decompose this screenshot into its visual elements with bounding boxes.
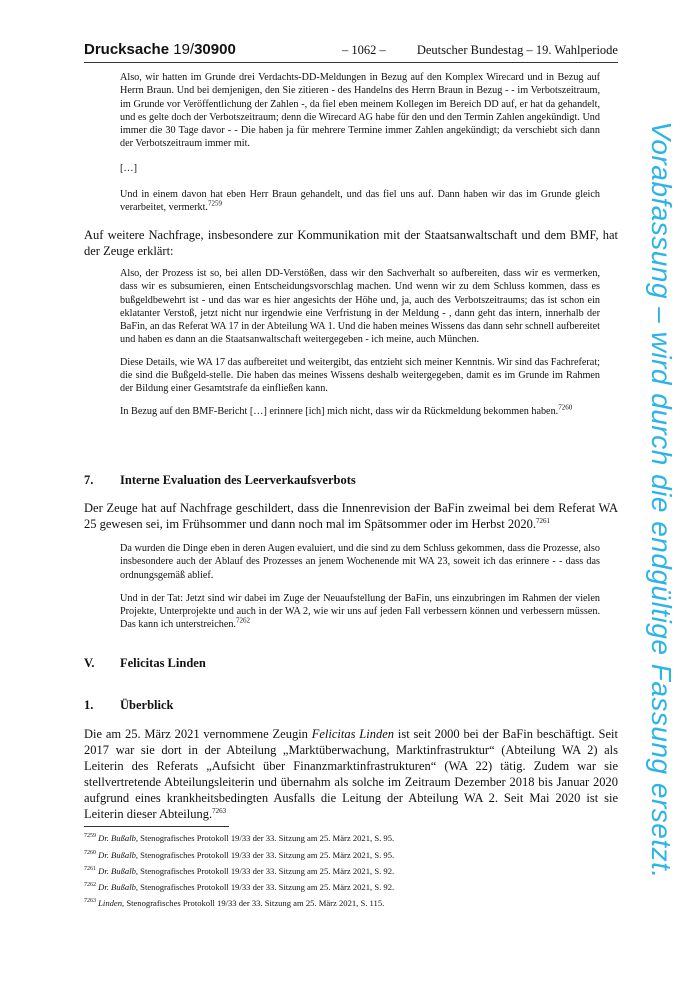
page-number: – 1062 – <box>342 43 386 57</box>
body-paragraph-1: Auf weitere Nachfrage, insbesondere zur Kommunikation mit der Staatsanwaltschaft und dem BMF, hat der Zeuge erklärt: <box>84 228 618 258</box>
footnote-text: , Stenografisches Protokoll 19/33 der 33. Sitzung am 25. März 2021, S. 95. <box>135 850 395 860</box>
section-7-title: Interne Evaluation des Leerverkaufsverbots <box>120 473 356 487</box>
section-1-number: 1. <box>84 698 94 712</box>
footnote-author: Dr. Bußalb <box>98 882 136 892</box>
quote-1-paragraph-1: Also, wir hatten im Grunde drei Verdachts-DD-Meldungen in Bezug auf den Komplex Wirecard und in Bezug auf Herrn Braun. Und bei demjenigen, den Sie zitieren - des Handelns des Herrn Braun in Bezug - - im Verbotszeitraum, im Grunde vor Veröffentlichung der Zahlen -, da fiel eben meinem Kollegen im Bereich DD auf, er hat da gehandelt, und es gelte doch der Verbotszeitraum; denn die Wirecard AG habe für den und den Termin Zahlen angekündigt. Und immer die 30 Tage davor - - Die haben ja für mehrere Termine immer Zahlen angekündigt; da verschiebt sich dann der Verbotszeitraum immer mit. <box>120 72 600 150</box>
quote-3-paragraph-2-text: Und in der Tat: Jetzt sind wir dabei im Zuge der Neuaufstellung der BaFin, uns einzubringen im Rahmen der vielen Projekte, Unterprojekte und auch in der WA 2, wie wir uns auf jeden Fall verbessern können und verbessern müssen. Das kann ich unterstreichen. <box>120 592 600 631</box>
parliament-title: Deutscher Bundestag – 19. Wahlperiode <box>416 43 618 57</box>
section-heading-7 <box>84 473 356 488</box>
section-v-number: V. <box>84 656 95 670</box>
footnote-author: Dr. Bußalb <box>98 850 136 860</box>
footnote-author: Dr. Bußalb <box>98 833 136 843</box>
footnote-text: , Stenografisches Protokoll 19/33 der 33. Sitzung am 25. März 2021, S. 92. <box>135 882 395 892</box>
footnote-author: Dr. Bußalb <box>98 866 136 876</box>
section-7-number: 7. <box>84 473 94 487</box>
body-paragraph-3-rest: ist seit 2000 bei der BaFin beschäftigt. Seit 2017 war sie dort in der Abteilung „Marktüberwachung, Marktinfrastruktur“ (Abteilung WA 2) als Leiterin des Referats „Aufsicht über Finanzmarktinfrastrukturen“ (WA 22) tätig. Zudem war sie stellvertretende Abteilungsleiterin und übernahm als solche im Zeitraum Dezember 2018 bis Januar 2020 aufgrund eines krankheitsbedingten Ausfalls die Leitung der Abteilung WA 2. Seit Mai 2020 ist sie Leiterin dieser Abteilung. <box>84 727 619 821</box>
section-heading-1 <box>84 698 173 713</box>
footnote-ref-7263[interactable]: 7263 <box>212 806 227 815</box>
quote-2-paragraph-2: Diese Details, wie WA 17 das aufbereitet und weitergibt, das entzieht sich meiner Kenntnis. Wir sind das Fachreferat; die sind die Bußgeld-stelle. Die haben das meines Wissens deshalb weitergegeben, damit es im Grunde im Rahmen der Bildung einer Gesamtstrafe da einfließen kann. <box>120 356 600 395</box>
footnote-number: 7260 <box>84 850 96 857</box>
footnote-ref-7260[interactable]: 7260 <box>558 403 573 412</box>
footnote-number: 7262 <box>84 882 96 889</box>
quote-2-paragraph-1: Also, der Prozess ist so, bei allen DD-Verstößen, dass wir den Sachverhalt so aufbereiten, dass wir es vermerken, dass wir es subsumieren, einen Entscheidungsvorschlag machen. Und wenn wir zu dem Schluss kommen, dass es bußgeldbewehrt ist - und das war es hier angesichts der Höhe und, ja, auch des Verbotszeitraums; das ist schon ein eklatanter Verstoß, jetzt nicht nur irgendwie eine Verfristung in der Meldung - , dann geht das intern, innerhalb der BaFin, an das Referat WA 17 in der Abteilung WA 1. Und die haben meines Wissens das dann sehr schnell aufbereitet und haben es dann an die Staatsanwaltschaft weitergegeben - ich meine, auch München. <box>120 268 600 346</box>
footnote-ref-7259[interactable]: 7259 <box>207 199 222 208</box>
doc-session: 19/ <box>173 41 195 58</box>
page-header <box>84 40 618 63</box>
quote-2-paragraph-3-text: In Bezug auf den BMF-Bericht […] erinnere [ich] mich nicht, dass wir da Rückmeldung bekommen haben. <box>120 405 559 417</box>
footnote-7262 <box>84 882 394 893</box>
section-1-title: Überblick <box>120 698 174 712</box>
footnote-number: 7261 <box>84 866 96 873</box>
witness-name: Felicitas Linden <box>311 727 395 741</box>
quote-3-paragraph-2 <box>120 592 600 632</box>
footnote-7259 <box>84 833 394 844</box>
section-heading-v <box>84 656 206 671</box>
body-paragraph-2 <box>84 500 618 532</box>
footnote-text: , Stenografisches Protokoll 19/33 der 33. Sitzung am 25. März 2021, S. 92. <box>135 866 395 876</box>
body-paragraph-3 <box>84 726 618 822</box>
footnote-number: 7263 <box>84 898 96 905</box>
footnote-ref-7262[interactable]: 7262 <box>235 617 250 626</box>
footnote-text: , Stenografisches Protokoll 19/33 der 33. Sitzung am 25. März 2021, S. 95. <box>135 833 395 843</box>
doc-number-bold: 30900 <box>194 41 236 58</box>
footnote-text: , Stenografisches Protokoll 19/33 der 33. Sitzung am 25. März 2021, S. 115. <box>122 898 385 908</box>
section-v-title: Felicitas Linden <box>120 656 206 670</box>
quote-2-paragraph-3 <box>120 405 600 418</box>
footnote-7263 <box>84 898 384 909</box>
body-paragraph-2-text: Der Zeuge hat auf Nachfrage geschildert, dass die Innenrevision der BaFin zweimal bei dem Referat WA 25 gewesen sei, im Frühsommer und dann noch mal im Spätsommer oder im Herbst 2020. <box>84 501 618 531</box>
quote-1-paragraph-3-text: Und in einem davon hat eben Herr Braun gehandelt, und das fiel uns auf. Dann haben wir das im Grunde gleich verarbeitet, vermerkt. <box>120 189 600 214</box>
footnote-author: Linden <box>98 898 123 908</box>
quote-block-1 <box>120 71 600 215</box>
body-paragraph-3-lead: Die am 25. März 2021 vernommene Zeugin <box>84 727 312 741</box>
quote-1-paragraph-3 <box>120 188 600 215</box>
footnote-7261 <box>84 866 394 877</box>
quote-block-3 <box>120 542 600 632</box>
doc-label: Drucksache <box>84 41 170 58</box>
quote-3-paragraph-1: Da wurden die Dinge eben in deren Augen evaluiert, und die sind zu dem Schluss gekommen, dass die Prozesse, also insbesondere auch der Ablauf des Prozesses an jenem Wochenende mit WA 23, soweit ich das erinnere - - dass das ordnungsgemäß ablief. <box>120 543 600 581</box>
footnote-7260 <box>84 850 394 861</box>
footnote-number: 7259 <box>84 833 96 840</box>
document-number <box>84 41 236 58</box>
quote-block-2 <box>120 267 600 418</box>
footnote-ref-7261[interactable]: 7261 <box>536 516 551 525</box>
quote-1-paragraph-2: […] <box>120 162 137 174</box>
draft-watermark: Vorabfassung – wird durch die endgültige Fassung ersetzt. <box>646 121 677 879</box>
footnote-divider <box>84 826 229 827</box>
